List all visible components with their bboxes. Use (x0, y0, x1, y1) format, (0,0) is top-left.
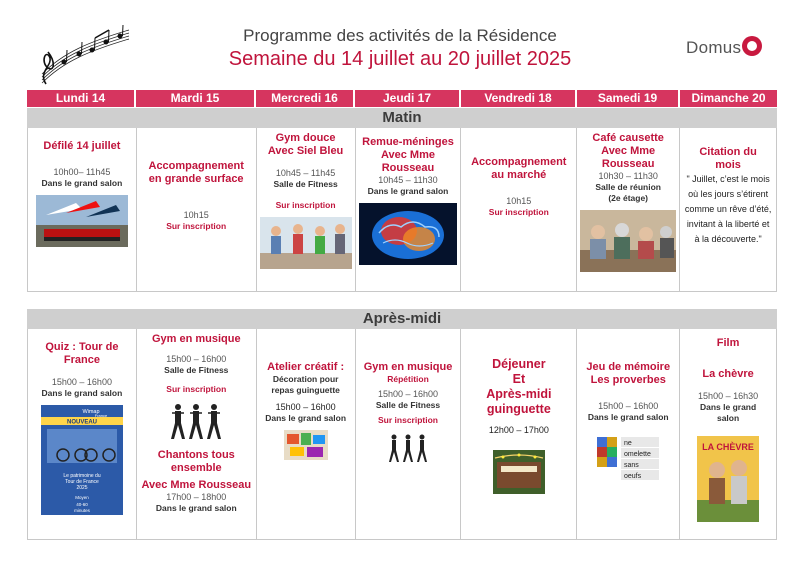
registration-note: Sur inscription (378, 415, 438, 425)
activity-title-line4: guinguette (486, 402, 551, 416)
activity-time: 10h30 – 11h30 (598, 171, 658, 181)
activity-time: 15h00 – 16h00 (166, 354, 227, 364)
poster-duration-line2: minutes (74, 508, 90, 513)
day-thursday: Jeudi 17 (355, 90, 461, 107)
activity-place: Dans le grand salon (41, 178, 123, 188)
cell-saturday-morning (577, 128, 680, 291)
cell-wednesday-afternoon (257, 329, 356, 539)
activity-place: Dans le grand salon (41, 388, 123, 398)
day-saturday: Samedi 19 (577, 90, 680, 107)
poster-tag: NOUVEAU (66, 419, 97, 426)
proverb-word: oeufs (624, 473, 642, 480)
afternoon-row (27, 329, 777, 540)
morning-row (27, 128, 777, 292)
activity-title: Atelier créatif : (267, 361, 345, 373)
activity-title-line1: Jeu de mémoire (586, 361, 671, 373)
activity-place: Salle de Fitness (164, 365, 229, 375)
activity-title-line1: Gym douce (275, 132, 336, 144)
cell-wednesday-morning (257, 128, 356, 291)
activity-title-line2: Avec Siel Bleu (267, 145, 344, 157)
domus-logo (686, 36, 762, 58)
poster-caption-line1: Le patrimoine du (63, 473, 101, 479)
activity-place: Salle de Fitness (273, 179, 338, 189)
activity-title-line1: Café causette (592, 132, 664, 144)
registration-note: Sur inscription (488, 207, 549, 217)
activity-title-line1: Déjeuner (492, 357, 546, 371)
activity-time: 10h00– 11h45 (53, 167, 111, 177)
activity-title-line2: Et (512, 372, 526, 386)
cell-thursday-afternoon (356, 329, 462, 539)
poster-title: LA CHÈVRE (702, 442, 754, 452)
poster-brand-line2: France (94, 413, 108, 418)
gym-class-photo (260, 217, 352, 269)
activity-place-line2: (2e étage) (608, 193, 649, 203)
activity-time: 17h00 – 18h00 (166, 492, 227, 502)
activity-title-line2: en grande surface (148, 173, 244, 185)
activity-subtitle: Répétition (387, 374, 429, 384)
days-header (27, 90, 777, 107)
dancers-silhouettes (386, 432, 430, 464)
day-monday: Lundi 14 (27, 90, 136, 107)
page-header (0, 0, 800, 90)
activity-title-line2: Avec Mme (601, 145, 656, 157)
quote-text: " Juillet, c’est le mois où les jours s’étirent comme un rêve d’été, invitant à la liberté et à la découverte." (684, 174, 772, 244)
activity-title: Gym en musique (151, 333, 241, 345)
activity-title-line3: Rousseau (381, 162, 435, 174)
logo-text: Domus (686, 38, 742, 57)
activity-time: 15h00 – 16h00 (377, 389, 439, 399)
activity-title-line1: Chantons tous (157, 449, 235, 461)
logo-mark-icon (742, 36, 762, 56)
activity-place-line1: Dans le grand (699, 402, 757, 412)
activity-title-line2: mois (715, 159, 741, 171)
cell-thursday-morning (356, 128, 462, 291)
activity-title-line1: Citation du (699, 146, 757, 158)
proverb-word-puzzle (597, 437, 659, 483)
tour-de-france-quiz-poster (41, 405, 123, 515)
day-tuesday: Mardi 15 (136, 90, 256, 107)
poster-level: Moyen (75, 495, 89, 500)
cell-monday-afternoon (28, 329, 137, 539)
activity-place: Dans le grand salon (265, 413, 347, 423)
military-parade-photo (36, 195, 128, 247)
activity-title-line2: au marché (491, 169, 547, 181)
activity-place-line2: salon (716, 413, 740, 423)
activity-title-line1: Quiz : Tour de (45, 341, 119, 353)
activity-place-line1: Salle de réunion (595, 182, 661, 192)
activity-title: Gym en musique (363, 361, 453, 373)
activity-time: 15h00 – 16h00 (275, 402, 336, 412)
activity-title-line2: La chèvre (702, 368, 754, 380)
cell-friday-afternoon (461, 329, 577, 539)
day-sunday: Dimanche 20 (680, 90, 777, 107)
activity-title-line1: Film (716, 337, 740, 349)
craft-supplies-photo (284, 430, 328, 460)
section-afternoon: Après-midi (27, 308, 777, 329)
activity-title-line1: Remue-méninges (362, 136, 454, 148)
cell-tuesday-morning (137, 128, 257, 291)
movie-poster-la-chevre (697, 436, 759, 522)
activity-time: 12h00 – 17h00 (488, 425, 549, 435)
cell-saturday-afternoon (577, 329, 680, 539)
activity-time: 10h15 (506, 196, 532, 206)
cell-tuesday-afternoon (137, 329, 257, 539)
section-morning: Matin (27, 107, 777, 128)
activity-time: 15h00 – 16h30 (698, 391, 759, 401)
dancers-silhouettes (168, 401, 224, 443)
cell-friday-morning (461, 128, 577, 291)
day-friday: Vendredi 18 (461, 90, 577, 107)
activity-place: Dans le grand salon (587, 412, 669, 422)
activity-time: 15h00 – 16h00 (51, 377, 112, 387)
activity-title-line3: Après-midi (486, 387, 552, 401)
activity-subtitle-line1: Décoration pour (272, 374, 339, 384)
guinguette-photo (493, 450, 545, 494)
proverb-word: ne (624, 440, 632, 447)
programme-title: Programme des activités de la Résidence (243, 26, 557, 45)
proverb-word: sans (624, 462, 639, 469)
registration-note: Sur inscription (166, 221, 227, 231)
activity-title-line1: Accompagnement (148, 160, 244, 172)
activity-title-line3: Rousseau (601, 158, 655, 170)
activity-title-line2: Les proverbes (590, 374, 666, 386)
activity-place: Salle de Fitness (375, 400, 441, 410)
activity-place: Dans le grand salon (367, 186, 449, 196)
activity-time: 10h15 (183, 210, 209, 220)
cell-sunday-morning (680, 128, 777, 291)
activity-time: 10h45 – 11h30 (378, 175, 438, 185)
poster-caption-line3: 2025 (76, 485, 88, 491)
poster-duration-line1: 40-60 (76, 502, 88, 507)
activity-title-line2: Avec Mme (380, 149, 435, 161)
seniors-chatting-photo (580, 210, 676, 272)
activity-time: 15h00 – 16h00 (598, 401, 659, 411)
activity-schedule (27, 90, 777, 540)
activity-title-line2: ensemble (170, 462, 222, 474)
brain-illustration (359, 203, 457, 265)
registration-note: Sur inscription (166, 384, 227, 394)
poster-brand-line1: Wimap (82, 409, 100, 415)
activity-title-line1: Accompagnement (471, 156, 567, 168)
cell-sunday-afternoon (680, 329, 777, 539)
week-title: Semaine du 14 juillet au 20 juillet 2025 (228, 48, 572, 70)
activity-time: 10h45 – 11h45 (275, 168, 336, 178)
registration-note: Sur inscription (275, 200, 336, 210)
activity-subtitle-line2: repas guinguette (271, 385, 340, 395)
activity-title: Défilé 14 juillet (43, 140, 121, 152)
activity-place: Dans le grand salon (155, 503, 237, 513)
cell-monday-morning (28, 128, 137, 291)
proverb-word: omelette (624, 451, 652, 458)
activity-title-line2: France (63, 354, 100, 366)
poster-caption-line2: Tour de France (65, 479, 99, 485)
activity-host: Avec Mme Rousseau (141, 479, 252, 491)
day-wednesday: Mercredi 16 (256, 90, 355, 107)
